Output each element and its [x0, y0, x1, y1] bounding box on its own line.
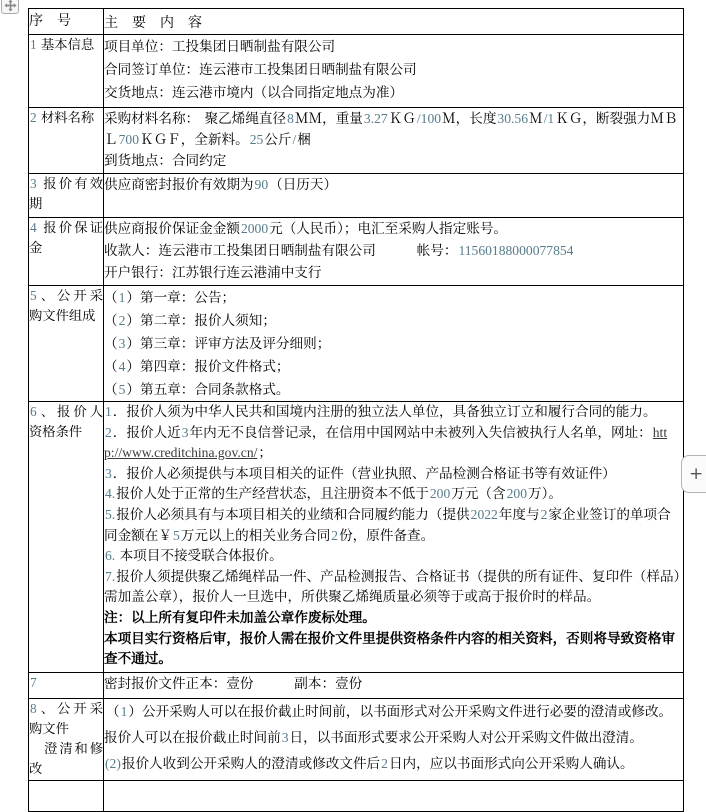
bold-note-text: 注：以上所有复印件未加盖公章作废标处理。 — [104, 609, 376, 625]
latin-text: 3 — [30, 176, 43, 191]
row-label: 6、报价人资格条件 — [29, 404, 103, 439]
content-line: 3．报价人必须提供与本项目相关的证件（营业执照、产品检测合格证书等有效证件） — [105, 465, 616, 481]
content-line: 密封报价文件正本：壹份 副本：壹份 — [104, 676, 363, 691]
latin-text: 7. — [105, 568, 116, 584]
header-col-serial: 序 号 — [29, 13, 71, 29]
content-line: 到货地点：合同约定 — [104, 153, 227, 168]
row-content-cell — [104, 673, 684, 699]
four-way-arrow-icon — [4, 0, 17, 12]
row-content-cell — [104, 286, 684, 402]
insert-content-button[interactable] — [681, 455, 706, 493]
row-label-cell — [29, 174, 104, 218]
latin-text: 3 — [105, 465, 112, 481]
row-label-cell — [29, 699, 104, 781]
latin-text: 4 — [118, 359, 126, 374]
latin-text: 30.56 — [497, 111, 529, 126]
latin-text: 1 — [118, 290, 126, 305]
header-col-content: 主 要 内 容 — [104, 15, 202, 31]
row-label-cell — [29, 402, 104, 673]
row-label — [29, 673, 103, 693]
row-label-cell — [29, 673, 104, 699]
content-line: 收款人：连云港市工投集团日晒制盐有限公司 帐号：11560188000077854 — [104, 243, 574, 258]
table-row — [29, 35, 684, 108]
content-line: （4）第四章：报价文件格式； — [104, 359, 290, 374]
content-line: 7.报价人须提供聚乙烯绳样品一件、产品检测报告、合格证书（提供的所有证件、复印件（样品）需加盖公章），报价人一旦选中，所供聚乙烯绳质量必须等于或高于报价时的样品。 — [104, 568, 681, 605]
plus-icon: + — [689, 464, 704, 484]
row-content-cell — [104, 402, 684, 673]
row-content-cell — [104, 174, 684, 218]
latin-text: 2 — [105, 424, 112, 440]
row-label: 4 报价保证金 — [29, 220, 103, 255]
latin-text: 6 — [30, 404, 37, 419]
content-line: （1）第一章：公告； — [104, 290, 236, 305]
latin-text: 2 — [540, 506, 548, 522]
content-line: 2．报价人近3年内无不良信誉记录，在信用中国网站中未被列入失信被执行人名单，网址：http://www.creditchina.gov.cn/； — [104, 424, 668, 461]
latin-text: 3 — [281, 730, 289, 745]
content-line — [104, 608, 683, 629]
content-line: （1）公开采购人可以在报价截止时间前，以书面形式对公开采购文件进行必要的澄清或修改。 — [106, 704, 673, 719]
latin-text: 1 — [120, 704, 128, 719]
latin-text: 3 — [118, 336, 126, 351]
content-line: 1．报价人须为中华人民共和国境内注册的独立法人单位，具备独立订立和履行合同的能力。 — [105, 404, 657, 419]
row-content-cell — [104, 699, 684, 781]
latin-text: /100 — [416, 111, 442, 126]
latin-text: 4. — [105, 486, 116, 502]
content-line: （5）第五章：合同条款格式。 — [104, 382, 290, 397]
latin-text: 2022 — [470, 506, 498, 522]
row-label: 1 基本信息 — [30, 37, 95, 52]
content-line: 开户银行：江苏银行连云港浦中支行 — [104, 265, 322, 280]
latin-text: 6. — [105, 548, 119, 564]
content-line: 项目单位：工投集团日晒制盐有限公司 — [104, 39, 336, 54]
bold-note-text: 本项目实行资格后审，报价人需在报价文件里提供资格条件内容的相关资料，否则将导致资格审查不通过。 — [104, 630, 675, 667]
latin-text: 5. — [105, 506, 116, 522]
row-content-cell — [104, 218, 684, 286]
latin-text: 200 — [506, 486, 528, 502]
row-label: 8、公开采购文件 — [29, 701, 103, 736]
row-label: 2 材料名称 — [30, 110, 95, 125]
content-line: (2)报价人收到公开采购人的澄清或修改文件后2日内，应以书面形式向公开采购人确认。 — [105, 756, 634, 771]
latin-text: 5 — [30, 288, 37, 303]
row-content-cell — [104, 35, 684, 108]
content-line: （3）第三章：评审方法及评分细则； — [104, 336, 331, 351]
content-line — [104, 629, 683, 670]
content-line: 采购材料名称： 聚乙烯绳直径8ＭＭ，重量3.27ＫＧ/100Ｍ，长度30.56Ｍ/1ＫＧ，断裂强力ＭＢＬ700ＫＧＦ，全新料。25公斤/梱 — [104, 111, 678, 147]
latin-text — [104, 704, 106, 719]
row-label: 5、公开采购文件组成 — [29, 288, 103, 323]
credit-china-link[interactable]: http://www.creditchina.gov.cn/ — [104, 424, 668, 461]
row-label-cell — [29, 108, 104, 174]
latin-text: 4 — [30, 220, 43, 235]
table-row — [29, 402, 684, 673]
table-row — [29, 108, 684, 174]
latin-text: 1 — [105, 404, 112, 419]
latin-text: 2 — [118, 313, 126, 328]
latin-text: 2000 — [240, 221, 269, 236]
latin-text: 2 — [381, 756, 388, 771]
content-line: 5.报价人必须具有与本项目相关的业绩和合同履约能力（提供2022年度与2家企业签订的单项合同金额在￥5万元以上的相关业务合同2份，原件备查。 — [104, 506, 671, 543]
latin-text: 25 — [249, 132, 264, 147]
content-line: 供应商报价保证金金额2000元（人民币）；电汇至采购人指定账号。 — [104, 221, 508, 236]
row-label-cell — [29, 286, 104, 402]
content-line: 交货地点：连云港市境内（以合同指定地点为准） — [104, 85, 404, 100]
latin-text — [199, 111, 204, 126]
latin-text: 1 — [30, 37, 40, 52]
latin-text: 90 — [254, 177, 269, 192]
latin-text: 5 — [172, 527, 180, 543]
content-line: （2）第二章：报价人须知； — [104, 313, 276, 328]
content-line: 合同签订单位：连云港市工投集团日晒制盐有限公司 — [104, 62, 417, 77]
latin-text: 8 — [30, 701, 37, 716]
latin-text: 3 — [181, 424, 189, 440]
content-line: 报价人可以在报价截止时间前3日，以书面形式要求公开采购人对公开采购文件做出澄清。 — [104, 730, 643, 745]
content-line: 供应商密封报价有效期为90（日历天） — [104, 177, 338, 192]
procurement-table — [28, 8, 684, 812]
table-header-row — [29, 9, 684, 35]
row-content-cell — [104, 108, 684, 174]
latin-text: / — [292, 132, 297, 147]
latin-text: 200 — [429, 486, 451, 502]
latin-text: 5 — [118, 382, 126, 397]
table-move-handle-icon[interactable] — [1, 0, 19, 14]
latin-text: 11560188000077854 — [458, 243, 574, 258]
table-row — [29, 174, 684, 218]
latin-text: 3.27 — [363, 111, 388, 126]
table-row — [29, 699, 684, 781]
content-line: 4.报价人处于正常的生产经营状态，且注册资本不低于200万元（含200万）。 — [105, 486, 562, 502]
row-label-cell — [29, 35, 104, 108]
row-label: 澄清和修改 — [29, 741, 103, 776]
latin-text: /1 — [543, 111, 555, 126]
latin-text: 2 — [30, 110, 40, 125]
content-line: 6. 本项目不接受联合体报价。 — [105, 548, 283, 564]
row-label: 3 报价有效期 — [29, 176, 103, 211]
latin-text: (2) — [105, 756, 121, 771]
row-label-cell — [29, 218, 104, 286]
table-row — [29, 673, 684, 699]
latin-text: 2 — [331, 527, 339, 543]
latin-text: 700 — [118, 132, 139, 147]
table-row-clipped — [29, 781, 684, 812]
table-row — [29, 218, 684, 286]
latin-text: 7 — [30, 675, 37, 690]
latin-text: 8 — [287, 111, 294, 126]
table-row — [29, 286, 684, 402]
